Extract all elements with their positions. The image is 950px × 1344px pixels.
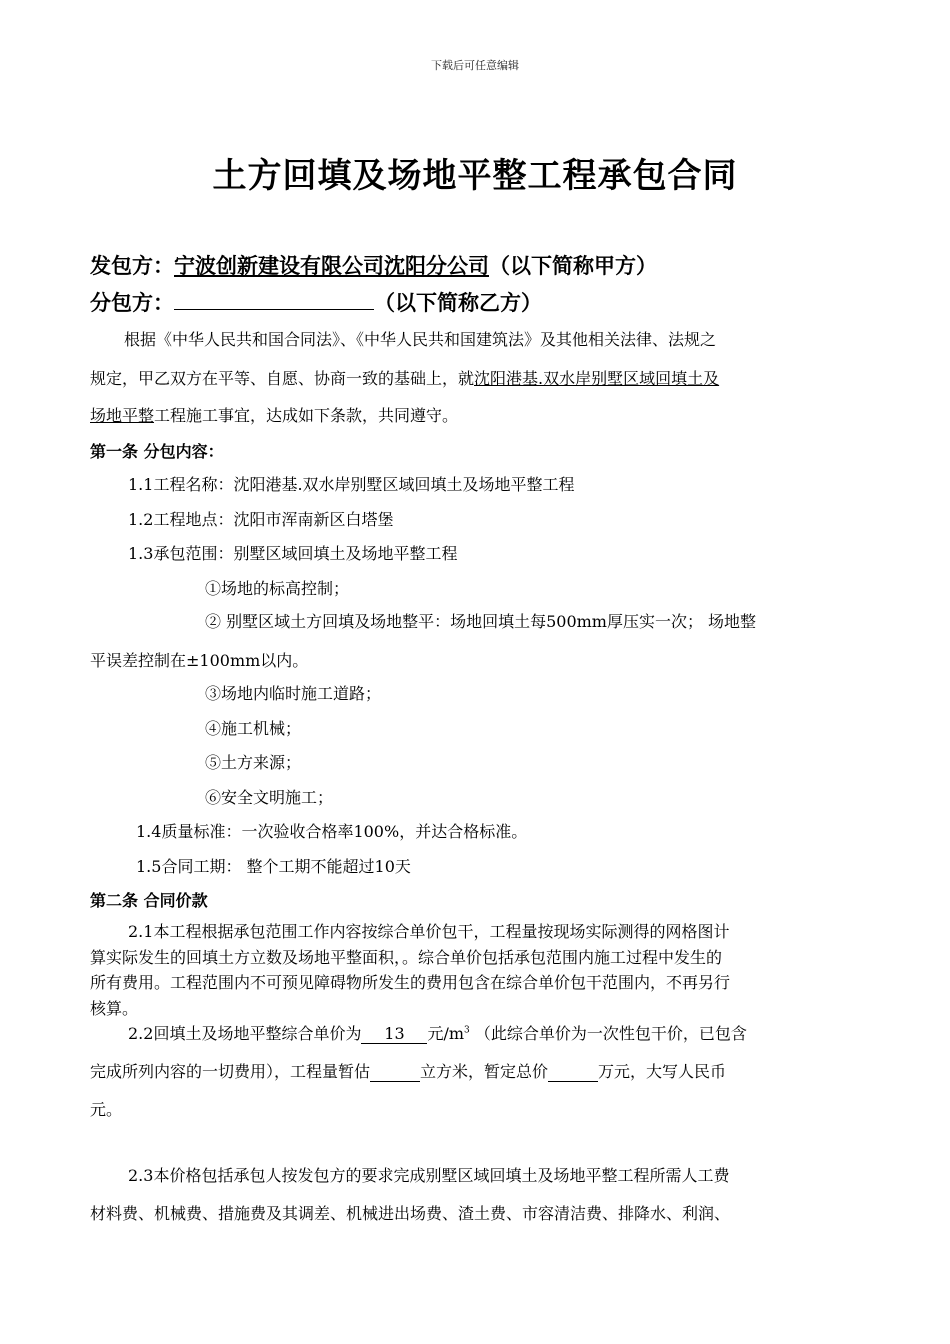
scope-item-2: ② 别墅区域土方回填及场地整平：场地回填土每500mm厚压实一次； 场地整 <box>205 612 757 631</box>
employer-label: 发包方： <box>90 253 174 278</box>
intro-line-2 <box>90 366 719 389</box>
project-name-underlined-cont: 场地平整 <box>90 406 155 425</box>
project-name-underlined: 沈阳港基.双水岸别墅区域回填土及 <box>474 369 720 388</box>
item-1-3: 1.3承包范围：别墅区域回填土及场地平整工程 <box>128 544 458 563</box>
unit-price-note: （此综合单价为一次性包干价，已包含 <box>469 1024 747 1043</box>
page-title: 土方回填及场地平整工程承包合同 <box>212 156 738 196</box>
total-label: 立方米，暂定总价 <box>420 1062 549 1081</box>
unit-price-value: 13 <box>361 1024 427 1044</box>
scope-item-6: ⑥安全文明施工； <box>205 788 334 807</box>
intro-text: 规定，甲乙双方在平等、自愿、协商一致的基础上，就 <box>90 369 475 388</box>
employer-line <box>90 250 657 280</box>
article-1-heading: 第一条 分包内容： <box>90 442 224 461</box>
employer-name: 宁波创新建设有限公司沈阳分公司 <box>174 253 489 278</box>
employer-suffix: （以下简称甲方） <box>489 253 657 278</box>
item-1-1: 1.1工程名称：沈阳港基.双水岸别墅区域回填土及场地平整工程 <box>128 475 575 494</box>
intro-line-3 <box>90 403 458 426</box>
unit-price-unit: 元/m <box>427 1024 465 1043</box>
intro-line-1: 根据《中华人民共和国合同法》、《中华人民共和国建筑法》及其他相关法律、法规之 <box>124 330 717 349</box>
unit-price-unit-sup: 3 <box>464 1025 470 1036</box>
contractor-line <box>90 287 542 317</box>
scope-item-3: ③场地内临时施工道路； <box>205 684 382 703</box>
contractor-label: 分包方： <box>90 290 174 315</box>
item-1-5: 1.5合同工期： 整个工期不能超过10天 <box>136 857 411 876</box>
para-2-3-line-1: 2.3本价格包括承包人按发包方的要求完成别墅区域回填土及场地平整工程所需人工费 <box>128 1166 730 1185</box>
scope-item-2-cont: 平误差控制在±100mm以内。 <box>90 651 309 670</box>
para-2-2-line-2 <box>90 1059 726 1082</box>
intro-text-end: 工程施工事宜，达成如下条款，共同遵守。 <box>154 406 459 425</box>
para-2-1-line-4: 核算。 <box>90 999 139 1018</box>
total-in-words-label: 万元，大写人民币 <box>598 1062 727 1081</box>
contractor-name-blank <box>174 287 374 310</box>
page-header-note: 下载后可任意编辑 <box>431 59 519 72</box>
para-2-1-line-2: 算实际发生的回填土方立数及场地平整面积，。综合单价包括承包范围内施工过程中发生的 <box>90 948 723 967</box>
para-2-1-line-1: 2.1本工程根据承包范围工作内容按综合单价包干，工程量按现场实际测得的网格图计 <box>128 922 730 941</box>
scope-item-1: ①场地的标高控制； <box>205 579 350 598</box>
para-2-2-line-1 <box>128 1021 747 1044</box>
para-2-1-line-3: 所有费用。工程范围内不可预见障碍物所发生的费用包含在综合单价包干范围内，不再另行 <box>90 973 731 992</box>
para-2-2-line-3: 元。 <box>90 1100 123 1119</box>
total-blank <box>548 1062 598 1082</box>
item-1-2: 1.2工程地点：沈阳市浑南新区白塔堡 <box>128 510 394 529</box>
quantity-label: 完成所列内容的一切费用），工程量暂估 <box>90 1062 371 1081</box>
article-2-heading: 第二条 合同价款 <box>90 891 208 910</box>
scope-item-4: ④施工机械； <box>205 719 302 738</box>
quantity-blank <box>370 1062 420 1082</box>
unit-price-label: 2.2回填土及场地平整综合单价为 <box>128 1024 362 1043</box>
item-1-4: 1.4质量标准：一次验收合格率100%，并达合格标准。 <box>136 822 528 841</box>
para-2-3-line-2: 材料费、机械费、措施费及其调差、机械进出场费、渣土费、市容清洁费、排降水、利润、 <box>90 1204 731 1223</box>
scope-item-5: ⑤土方来源； <box>205 753 302 772</box>
contractor-suffix: （以下简称乙方） <box>374 290 542 315</box>
